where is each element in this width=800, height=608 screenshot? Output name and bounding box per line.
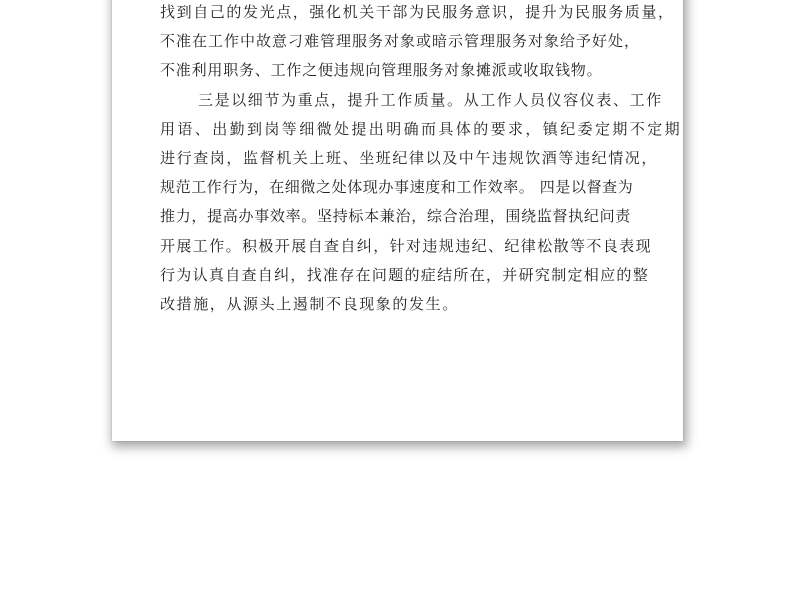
text-line: 进行查岗，监督机关上班、坐班纪律以及中午违规饮酒等违纪情况， <box>160 149 659 167</box>
text-line: 规范工作行为，在细微之处体现办事速度和工作效率。 四是以督查为 <box>160 178 634 196</box>
text-line: 开展工作。积极开展自查自纠，针对违规违纪、纪律松散等不良表现 <box>160 237 653 255</box>
text-line: 改措施，从源头上遏制不良现象的发生。 <box>160 295 459 313</box>
document-page <box>112 0 683 441</box>
text-line: 行为认真自查自纠，找准存在问题的症结所在，并研究制定相应的整 <box>160 266 650 284</box>
text-line: 推力，提高办事效率。坚持标本兼治，综合治理，围绕监督执纪问责 <box>160 207 632 225</box>
text-line: 不准在工作中故意刁难管理服务对象或暗示管理服务对象给予好处， <box>160 32 641 50</box>
paragraph-start-line: 三是以细节为重点，提升工作质量。从工作人员仪容仪表、工作 <box>198 91 663 109</box>
text-line: 不准利用职务、工作之便违规向管理服务对象摊派或收取钱物。 <box>160 61 603 79</box>
text-line: 用语、出勤到岗等细微处提出明确而具体的要求，镇纪委定期不定期 <box>160 120 683 138</box>
text-line: 找到自己的发光点，强化机关干部为民服务意识，提升为民服务质量， <box>160 3 675 21</box>
